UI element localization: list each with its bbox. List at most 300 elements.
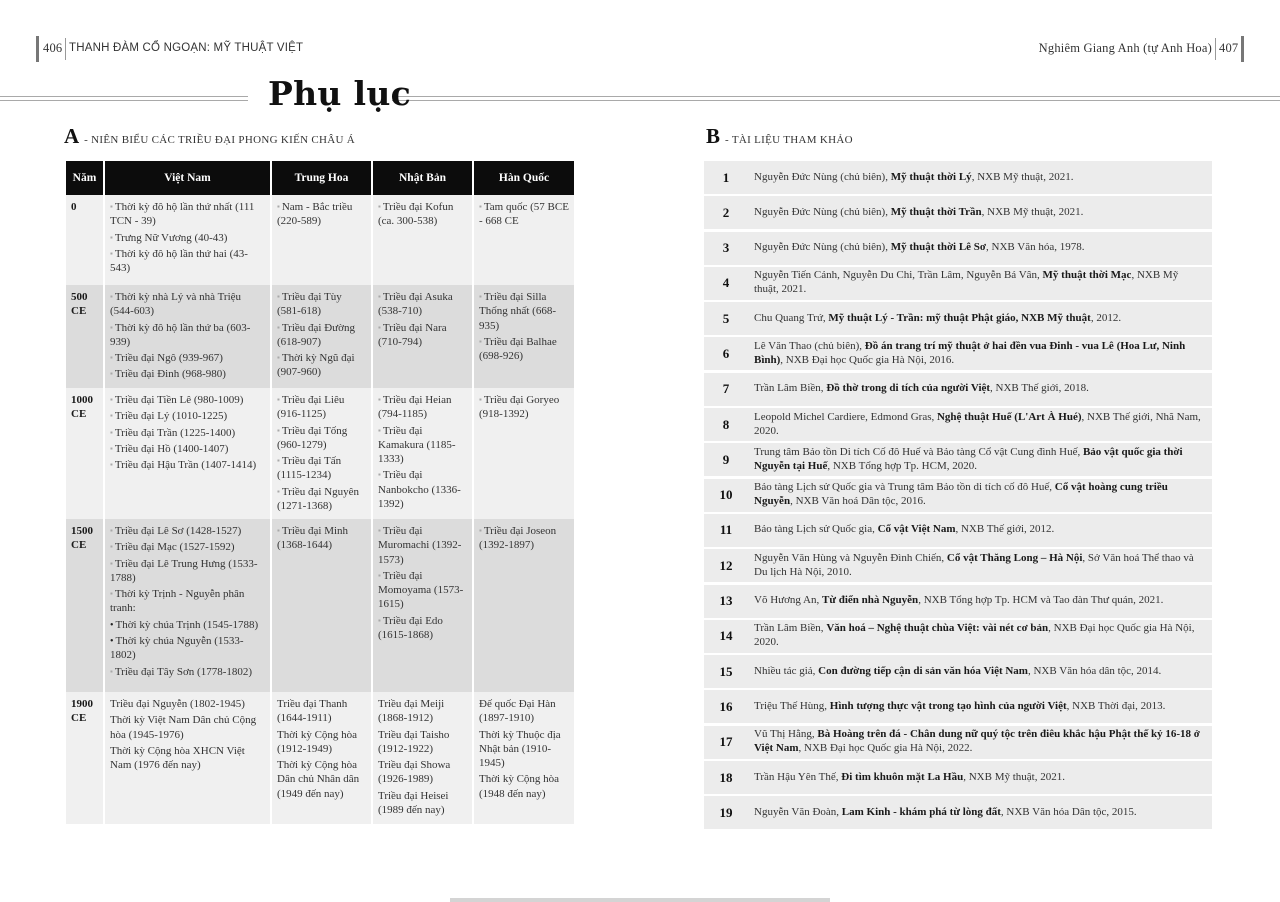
reference-row	[704, 337, 1212, 370]
reference-work-title: Cổ vật Việt Nam	[877, 523, 956, 536]
reference-work-title: Bảo vật quốc gia thời Nguyễn tại Huế	[754, 445, 1183, 472]
section-b-letter: B	[706, 124, 721, 148]
section-a-letter: A	[64, 124, 80, 148]
reference-text-part: Trần Lâm Biền,	[754, 382, 827, 395]
table-row	[66, 388, 574, 519]
dynasty-item	[378, 468, 468, 511]
section-a-heading	[64, 124, 355, 149]
author-name: Nghiêm Giang Anh	[1038, 41, 1140, 55]
dynasty-text: Triều đại Hồ (1400-1407)	[114, 442, 229, 455]
reference-row	[704, 620, 1212, 653]
dynasty-text: Triều đại Thanh (1644-1911)	[277, 698, 348, 725]
reference-text-part: Nguyễn Văn Đoàn,	[754, 805, 842, 818]
reference-text-part: , NXB Mỹ thuật, 2021.	[981, 205, 1084, 218]
year-cell	[66, 285, 104, 388]
dynasty-text: Triều đại Showa (1926-1989)	[378, 759, 451, 786]
dynasty-text: Thời kỳ Cộng hòa (1948 đến nay)	[479, 773, 560, 800]
reference-text-part: , NXB Thế giới, 2012.	[955, 523, 1055, 536]
dynasty-item	[110, 557, 266, 586]
bullet-square-icon: ▪	[479, 336, 482, 346]
dynasty-item	[378, 758, 468, 787]
reference-text-part: , NXB Đại học Quốc gia Hà Nội, 2020.	[754, 622, 1195, 649]
dynasty-item	[110, 321, 266, 350]
reference-text-part: Võ Hương An,	[754, 594, 823, 607]
bullet-dot-icon: •	[110, 619, 114, 631]
dynasty-cell-vn	[104, 285, 271, 388]
dynasty-item	[277, 321, 367, 350]
reference-work-title: Văn hoá – Nghệ thuật chùa Việt: vài nét cơ bản	[826, 622, 1049, 635]
reference-row	[704, 373, 1212, 406]
dynasty-item	[110, 540, 266, 554]
dynasty-item	[110, 618, 266, 632]
dynasty-item	[277, 424, 367, 453]
dynasty-text: Triều đại Taisho (1912-1922)	[378, 728, 450, 755]
reference-text-part: Nhiều tác giả,	[754, 664, 819, 677]
year-label: 0	[71, 201, 77, 213]
right-header-separator	[1215, 38, 1216, 60]
dynasty-text: Thời kỳ Cộng hòa XHCN Việt Nam (1976 đến nay)	[110, 744, 245, 772]
dynasty-item	[110, 587, 266, 616]
right-page-number: 407	[1219, 41, 1239, 55]
dynasty-text: Thời kỳ Thuộc địa Nhật bản (1910-1945)	[479, 728, 561, 770]
reference-text	[748, 523, 1212, 537]
reference-text-part: Nguyễn Đức Nùng (chủ biên),	[754, 241, 891, 254]
dynasty-item	[378, 614, 468, 643]
reference-text	[748, 269, 1212, 297]
dynasty-text: Triều đại Edo (1615-1868)	[378, 614, 443, 642]
dynasty-text: Triều đại Hậu Trần (1407-1414)	[114, 459, 257, 472]
reference-row	[704, 196, 1212, 229]
dynasty-cell-jp	[372, 195, 473, 285]
dynasty-item	[110, 524, 266, 538]
reference-text	[748, 206, 1212, 220]
reference-text	[748, 728, 1212, 756]
reference-text-part: , NXB Mỹ thuật, 2021.	[963, 770, 1065, 783]
reference-number: 13	[719, 593, 733, 609]
dynasty-item	[277, 351, 367, 380]
title-rule-right	[392, 96, 1280, 101]
dynasty-cell-kr	[473, 195, 574, 285]
bullet-square-icon: ▪	[479, 526, 482, 535]
dynasty-cell-kr	[473, 519, 574, 692]
dynasty-item	[378, 200, 468, 229]
dynasty-item	[479, 200, 570, 229]
reference-number: 11	[719, 522, 733, 538]
reference-text-part: , NXB Văn hóa dân tộc, 2014.	[1027, 664, 1162, 677]
table-row	[66, 692, 574, 824]
bullet-square-icon: ▪	[378, 202, 381, 211]
reference-text	[748, 171, 1212, 185]
reference-text	[748, 665, 1212, 679]
bullet-square-icon: ▪	[110, 322, 113, 332]
bullet-square-icon: ▪	[479, 395, 482, 404]
year-cell	[66, 388, 104, 519]
dynasty-item	[110, 290, 266, 319]
bullet-square-icon: ▪	[110, 248, 113, 258]
year-label: CE	[71, 408, 87, 421]
section-b-heading	[706, 124, 853, 149]
dynasty-item	[110, 409, 266, 423]
reference-number: 16	[719, 698, 733, 714]
dynasty-text: Thời kỳ đô hộ lần thứ ba (603-939)	[110, 321, 251, 348]
reference-text	[748, 241, 1212, 255]
dynasty-item	[277, 697, 367, 726]
reference-text-part: Chu Quang Trứ,	[754, 311, 829, 324]
dynasty-cell-jp	[372, 388, 473, 519]
reference-text-part: , NXB Mỹ thuật, 2021.	[971, 170, 1074, 183]
bullet-square-icon: ▪	[110, 369, 113, 379]
reference-row	[704, 443, 1212, 476]
reference-row	[704, 655, 1212, 688]
dynasty-cell-cn	[271, 285, 372, 388]
reference-text	[748, 382, 1212, 396]
reference-row	[704, 514, 1212, 547]
bullet-square-icon: ▪	[479, 292, 482, 301]
references-list	[704, 161, 1212, 832]
dynasty-item	[277, 728, 367, 757]
reference-number: 7	[722, 381, 730, 397]
dynasty-cell-cn	[271, 519, 372, 692]
dynasty-text: Triều đại Liêu (916-1125)	[277, 394, 345, 421]
page-title: Phụ lục	[268, 74, 412, 113]
reference-text	[748, 340, 1212, 368]
dynasty-text: Thời kỳ Cộng hòa (1912-1949)	[277, 728, 358, 755]
dynasty-item	[378, 321, 468, 350]
year-cell	[66, 195, 104, 285]
dynasty-text: Đế quốc Đại Hàn (1897-1910)	[479, 698, 556, 725]
reference-text-part: Trần Lâm Biền,	[754, 622, 827, 635]
bullet-square-icon: ▪	[110, 542, 113, 552]
dynasty-text: Triều đại Tiền Lê (980-1009)	[114, 394, 244, 406]
dynasty-item	[277, 485, 367, 514]
reference-text-part: Nguyễn Đức Nùng (chủ biên),	[754, 205, 891, 218]
bullet-square-icon: ▪	[479, 202, 482, 211]
dynasty-text: Triều đại Muromachi (1392-1573)	[378, 525, 462, 566]
dynasty-item	[110, 200, 266, 229]
bullet-square-icon: ▪	[277, 353, 280, 363]
reference-text-part: Trung tâm Bảo tồn Di tích Cố đô Huế và Bảo tàng Cổ vật Cung đình Huế,	[754, 445, 1083, 458]
reference-text	[748, 481, 1212, 509]
reference-work-title: Mỹ thuật Lý - Trần: mỹ thuật Phật giáo, NXB Mỹ thuật	[828, 311, 1091, 324]
dynasty-item	[378, 789, 468, 818]
dynasty-text: Triều đại Momoyama (1573-1615)	[378, 569, 464, 611]
bullet-square-icon: ▪	[378, 395, 381, 404]
dynasty-cell-cn	[271, 388, 372, 519]
col-header-vietnam: Việt Nam	[104, 161, 271, 195]
dynasty-text: Triều đại Heisei (1989 đến nay)	[378, 789, 449, 817]
reference-number: 2	[722, 204, 730, 220]
reference-row	[704, 267, 1212, 300]
reference-text-part: Leopold Michel Cardiere, Edmond Gras,	[754, 410, 937, 423]
reference-text-part: , NXB Mỹ thuật, 2021.	[754, 269, 1179, 296]
reference-work-title: Mỹ thuật thời Lý	[890, 170, 972, 183]
dynasty-text: Triều đại Nguyên (1271-1368)	[277, 485, 360, 513]
reference-text-part: , NXB Văn hoá Dân tộc, 2016.	[790, 495, 926, 508]
dynasty-item	[277, 393, 367, 422]
dynasty-text: Triều đại Asuka (538-710)	[378, 291, 453, 318]
reference-work-title: Cổ vật hoàng cung triều Nguyễn	[754, 481, 1168, 508]
bullet-square-icon: ▪	[110, 558, 113, 568]
left-header-separator	[65, 38, 66, 60]
reference-number: 1	[722, 169, 730, 185]
left-book-title: THANH ĐÀM CỔ NGOẠN: MỸ THUẬT VIỆT	[69, 42, 304, 54]
section-b-title: - TÀI LIỆU THAM KHẢO	[725, 134, 853, 146]
dynasty-text: Triều đại Đinh (968-980)	[114, 368, 226, 381]
dynasty-item	[479, 290, 570, 333]
reference-work-title: Mỹ thuật thời Lê Sơ	[890, 241, 987, 254]
reference-text-part: , NXB Văn hóa Dân tộc, 2015.	[1000, 805, 1137, 818]
dynasty-text: Triều đại Tấn (1115-1234)	[277, 455, 342, 482]
dynasty-item	[110, 744, 266, 773]
bullet-square-icon: ▪	[110, 443, 113, 453]
reference-row	[704, 232, 1212, 265]
bullet-square-icon: ▪	[110, 395, 113, 404]
dynasty-item	[110, 458, 266, 472]
dynasty-cell-jp	[372, 519, 473, 692]
reference-text-part: , NXB Thế giới, Nhã Nam, 2020.	[754, 410, 1201, 437]
reference-number: 4	[722, 275, 730, 291]
reference-row	[704, 585, 1212, 618]
author-alias: (tự Anh Hoa)	[1143, 41, 1212, 55]
dynasty-text: Triều đại Heian (794-1185)	[378, 394, 452, 421]
table-row	[66, 195, 574, 285]
reference-text-part: Bảo tàng Lịch sử Quốc gia,	[754, 523, 878, 536]
reference-number: 14	[719, 628, 733, 644]
dynasty-cell-cn	[271, 692, 372, 824]
dynasty-item	[277, 290, 367, 319]
bullet-square-icon: ▪	[110, 427, 113, 437]
bullet-square-icon: ▪	[378, 526, 381, 535]
reference-text	[748, 446, 1212, 474]
year-label: CE	[71, 539, 87, 552]
dynasty-text: Triều đại Joseon (1392-1897)	[479, 525, 557, 552]
reference-number: 5	[722, 310, 730, 326]
dynasty-text: Trưng Nữ Vương (40-43)	[114, 231, 228, 244]
table-header-row	[66, 161, 574, 195]
reference-row	[704, 796, 1212, 829]
bullet-square-icon: ▪	[378, 570, 381, 580]
title-rule-left	[0, 96, 248, 101]
dynasty-cell-jp	[372, 285, 473, 388]
reference-text-part: , NXB Đại học Quốc gia Hà Nội, 2022.	[798, 742, 973, 755]
dynasty-text: Triều đại Nanbokcho (1336-1392)	[378, 469, 461, 511]
reference-work-title: Đồ án trang trí mỹ thuật ở hai đền vua Đinh - vua Lê (Hoa Lư, Ninh Bình)	[754, 340, 1186, 366]
bullet-square-icon: ▪	[110, 460, 113, 470]
reference-text	[748, 411, 1212, 439]
reference-text-part: Trần Hậu Yên Thế,	[754, 770, 842, 783]
bullet-square-icon: ▪	[110, 292, 113, 301]
reference-number: 12	[719, 557, 733, 573]
reference-work-title: Đi tìm khuôn mặt La Hầu	[841, 770, 964, 783]
dynasty-text: Thời kỳ chúa Trịnh (1545-1788)	[115, 618, 259, 631]
dynasty-text: Triều đại Tống (960-1279)	[277, 424, 348, 451]
reference-text-part: , 2012.	[1090, 311, 1122, 324]
dynasty-cell-kr	[473, 388, 574, 519]
dynasty-item	[110, 713, 266, 742]
reference-number: 3	[722, 240, 730, 256]
bullet-square-icon: ▪	[378, 615, 381, 625]
dynasty-item	[378, 393, 468, 422]
dynasty-cell-kr	[473, 285, 574, 388]
bullet-square-icon: ▪	[378, 292, 381, 301]
year-cell	[66, 519, 104, 692]
dynasty-cell-vn	[104, 692, 271, 824]
dynasty-item	[110, 351, 266, 365]
dynasty-text: Triều đại Nara (710-794)	[378, 321, 447, 348]
bullet-dot-icon: •	[110, 636, 114, 648]
dynasty-item	[110, 634, 266, 663]
reference-work-title: Lam Kinh - khám phá từ lòng đất	[841, 805, 1001, 818]
reference-row	[704, 726, 1212, 759]
reference-row	[704, 690, 1212, 723]
dynasty-cell-jp	[372, 692, 473, 824]
reference-number: 17	[719, 734, 733, 750]
bullet-square-icon: ▪	[277, 292, 280, 301]
bullet-square-icon: ▪	[277, 425, 280, 435]
reference-text-part: Nguyễn Tiến Cảnh, Nguyễn Du Chi, Trần Lâm, Nguyễn Bá Vân,	[754, 269, 1043, 282]
dynasty-text: Thời kỳ đô hộ lần thứ hai (43-543)	[110, 247, 248, 275]
reference-work-title: Cổ vật Thăng Long – Hà Nội	[946, 551, 1083, 564]
dynasty-item	[378, 728, 468, 757]
dynasty-text: Tam quốc (57 BCE - 668 CE	[479, 201, 569, 228]
year-cell	[66, 692, 104, 824]
dynasty-text: Triều đại Meiji (1868-1912)	[378, 698, 445, 725]
reference-work-title: Nghệ thuật Huế (L'Art À Hué)	[936, 410, 1082, 423]
col-header-china: Trung Hoa	[271, 161, 372, 195]
bullet-square-icon: ▪	[277, 322, 280, 332]
bullet-square-icon: ▪	[110, 202, 113, 211]
reference-row	[704, 161, 1212, 194]
dynasty-item	[110, 426, 266, 440]
reference-text	[748, 771, 1212, 785]
dynasty-text: Triều đại Trần (1225-1400)	[114, 426, 236, 439]
reference-number: 19	[719, 804, 733, 820]
year-label: 1900	[71, 698, 93, 710]
year-label: CE	[71, 712, 87, 725]
bullet-square-icon: ▪	[378, 322, 381, 332]
dynasty-item	[479, 335, 570, 364]
bullet-square-icon: ▪	[277, 486, 280, 496]
dynasty-text: Thời kỳ chúa Nguyễn (1533-1802)	[110, 635, 244, 662]
reference-text-part: , NXB Văn hóa, 1978.	[986, 241, 1085, 254]
year-label: 1500	[71, 525, 93, 537]
reference-text-part: , NXB Tổng hợp Tp. HCM và Tao đàn Thư quán, 2021.	[918, 594, 1164, 607]
dynasty-text: Triều đại Goryeo (918-1392)	[479, 394, 560, 421]
reference-work-title: Mỹ thuật thời Mạc	[1042, 269, 1132, 282]
dynasty-text: Thời kỳ Ngũ đại (907-960)	[277, 352, 355, 379]
dynasty-text: Nam - Bắc triều (220-589)	[277, 201, 353, 228]
reference-text-part: Nguyễn Văn Hùng và Nguyễn Đình Chiến,	[754, 551, 947, 564]
dynasty-item	[277, 200, 367, 229]
reference-work-title: Hình tượng thực vật trong tạo hình của người Việt	[829, 699, 1067, 712]
bullet-square-icon: ▪	[378, 470, 381, 480]
dynasty-text: Triều đại Minh (1368-1644)	[277, 525, 349, 552]
reference-row	[704, 479, 1212, 512]
reference-work-title: Đồ thờ trong di tích của người Việt	[826, 382, 991, 395]
bullet-square-icon: ▪	[378, 425, 381, 435]
reference-number: 8	[722, 416, 730, 432]
reference-row	[704, 761, 1212, 794]
reference-row	[704, 549, 1212, 582]
dynasty-text: Triều đại Mạc (1527-1592)	[114, 541, 235, 554]
bullet-square-icon: ▪	[277, 456, 280, 466]
dynasty-item	[479, 697, 570, 726]
col-header-year: Năm	[66, 161, 104, 195]
dynasty-item	[378, 569, 468, 612]
table-row	[66, 285, 574, 388]
bullet-square-icon: ▪	[110, 411, 113, 421]
reference-work-title: Mỹ thuật thời Trần	[890, 205, 982, 218]
reference-row	[704, 408, 1212, 441]
right-header-bar	[1241, 36, 1244, 62]
reference-text	[748, 700, 1212, 714]
left-page-number: 406	[43, 41, 63, 55]
reference-text	[748, 594, 1212, 608]
dynasty-text: Triều đại Nguyễn (1802-1945)	[110, 698, 245, 710]
table-row	[66, 519, 574, 692]
dynasty-table	[66, 161, 574, 824]
section-a-title: - NIÊN BIỂU CÁC TRIỀU ĐẠI PHONG KIẾN CHÂU Á	[84, 134, 356, 146]
col-header-japan: Nhật Bản	[372, 161, 473, 195]
reference-row	[704, 302, 1212, 335]
dynasty-item	[479, 524, 570, 553]
reference-number: 18	[719, 769, 733, 785]
dynasty-item	[479, 393, 570, 422]
dynasty-item	[110, 697, 266, 711]
dynasty-item	[110, 247, 266, 276]
reference-number: 15	[719, 663, 733, 679]
dynasty-text: Thời kỳ đô hộ lần thứ nhất (111 TCN - 39)	[110, 201, 255, 228]
reference-text-part: , NXB Thế giới, 2018.	[990, 382, 1089, 395]
dynasty-text: Triều đại Đường (618-907)	[277, 321, 355, 348]
dynasty-item	[479, 728, 570, 771]
dynasty-cell-vn	[104, 388, 271, 519]
bullet-square-icon: ▪	[110, 526, 113, 535]
reference-work-title: Từ điển nhà Nguyễn	[822, 594, 919, 607]
bullet-square-icon: ▪	[110, 232, 113, 242]
col-header-korea: Hàn Quốc	[473, 161, 574, 195]
reference-text-part: Lê Văn Thao (chủ biên),	[754, 340, 865, 353]
reference-text-part: , NXB Tổng hợp Tp. HCM, 2020.	[827, 459, 977, 472]
bullet-square-icon: ▪	[110, 666, 113, 676]
bullet-square-icon: ▪	[277, 395, 280, 404]
dynasty-text: Thời kỳ Trịnh - Nguyễn phân tranh:	[110, 588, 245, 615]
dynasty-item	[110, 367, 266, 381]
bullet-square-icon: ▪	[110, 589, 113, 599]
reference-text-part: Nguyễn Đức Nùng (chủ biên),	[754, 170, 891, 183]
bottom-scrollbar[interactable]	[450, 898, 830, 902]
reference-text-part: Triệu Thế Hùng,	[754, 699, 830, 712]
dynasty-item	[378, 290, 468, 319]
dynasty-text: Triều đại Balhae (698-926)	[479, 335, 557, 363]
reference-work-title: Bà Hoàng trên đá - Chân dung nữ quý tộc trên điêu khắc hậu Phật thế kỷ 16-18 ở Việt Nam	[754, 728, 1200, 755]
dynasty-item	[378, 524, 468, 567]
year-label: CE	[71, 305, 87, 318]
dynasty-item	[378, 697, 468, 726]
bullet-square-icon: ▪	[277, 526, 280, 535]
dynasty-item	[110, 231, 266, 245]
dynasty-cell-vn	[104, 195, 271, 285]
dynasty-text: Triều đại Lê Sơ (1428-1527)	[114, 525, 242, 537]
reference-text-part: Bảo tàng Lịch sử Quốc gia và Trung tâm Bảo tồn di tích cố đô Huế,	[754, 481, 1055, 494]
dynasty-text: Triều đại Lê Trung Hưng (1533-1788)	[110, 557, 258, 584]
reference-text-part: , NXB Thời đại, 2013.	[1066, 699, 1166, 712]
reference-number: 6	[722, 345, 730, 361]
bullet-square-icon: ▪	[110, 353, 113, 363]
dynasty-item	[110, 442, 266, 456]
dynasty-text: Thời kỳ Cộng hòa Dân chủ Nhân dân (1949 đến nay)	[277, 759, 360, 800]
year-label: 1000	[71, 394, 93, 406]
